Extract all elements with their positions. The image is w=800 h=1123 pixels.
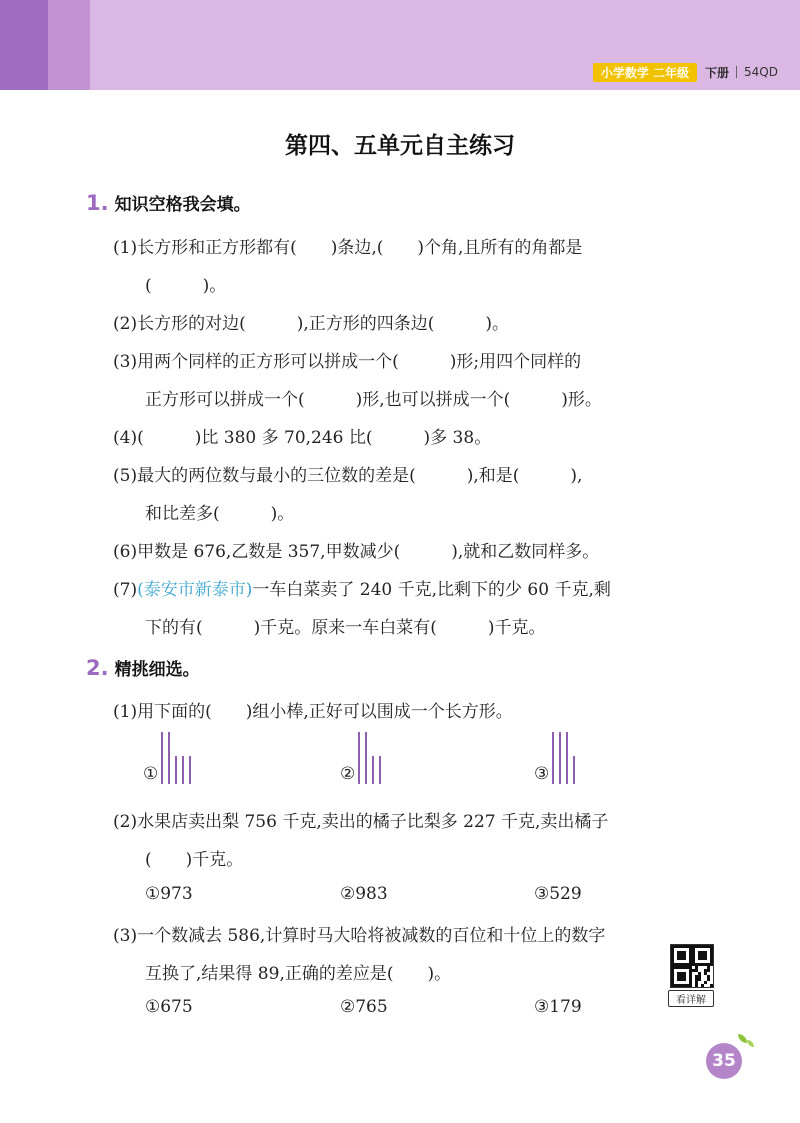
header-stripe-light	[48, 0, 90, 90]
q2-2-line2: ( )千克。	[145, 850, 244, 870]
page-number: 35	[706, 1043, 742, 1079]
rod-1-5	[189, 756, 191, 784]
q1-1-line1: (1)长方形和正方形都有( )条边,( )个角,且所有的角都是	[113, 238, 583, 258]
qr-finder	[671, 966, 692, 987]
q1-7-prefix: (7)	[113, 580, 138, 600]
page-header	[0, 0, 800, 90]
q2-3-option-2: ②765	[340, 997, 388, 1017]
leaf-icon	[738, 1034, 747, 1043]
rod-group-2-label: ②	[340, 764, 356, 784]
q2-2-option-3: ③529	[534, 884, 582, 904]
q2-3-line2: 互换了,结果得 89,正确的差应是( )。	[145, 964, 452, 984]
q1-7-line1	[113, 575, 611, 600]
page-title: 第四、五单元自主练习	[285, 133, 515, 159]
qr-cell	[701, 984, 704, 987]
qr-finder	[671, 945, 692, 966]
rod-3-4	[573, 756, 575, 784]
q1-2: (2)长方形的对边( ),正方形的四条边( )。	[113, 314, 510, 334]
rod-group-3-label: ③	[534, 764, 550, 784]
qr-cell	[704, 981, 707, 984]
q1-1-line2: ( )。	[145, 276, 227, 296]
q1-6: (6)甲数是 676,乙数是 357,甲数减少( ),就和乙数同样多。	[113, 542, 600, 562]
q1-7-location: (泰安市新泰市)	[137, 580, 253, 600]
rod-3-3	[566, 732, 568, 784]
qr-code-icon[interactable]	[670, 944, 714, 988]
header-stripe-dark	[0, 0, 48, 90]
q2-3-option-3: ③179	[534, 997, 582, 1017]
qr-cell	[707, 969, 710, 972]
section-2-title: 精挑细选。	[114, 660, 200, 680]
q1-5-line2: 和比差多( )。	[145, 504, 295, 524]
q1-4: (4)( )比 380 多 70,246 比( )多 38。	[113, 428, 492, 448]
rod-3-2	[559, 732, 561, 784]
q1-3-line2: 正方形可以拼成一个( )形,也可以拼成一个( )形。	[145, 390, 602, 410]
qr-cell	[710, 984, 713, 987]
q1-7-line2: 下的有( )千克。原来一车白菜有( )千克。	[145, 618, 546, 638]
q2-1: (1)用下面的( )组小棒,正好可以围成一个长方形。	[113, 702, 513, 722]
rod-group-1	[143, 732, 196, 784]
qr-cell	[707, 978, 710, 981]
rod-2-2	[365, 732, 367, 784]
q1-3-line1: (3)用两个同样的正方形可以拼成一个( )形;用四个同样的	[113, 352, 582, 372]
section-2-number: 2.	[86, 656, 109, 680]
q2-3-option-1: ①675	[145, 997, 193, 1017]
qr-detail-label[interactable]: 看详解	[668, 990, 714, 1007]
brand-label: 54QD	[744, 65, 778, 79]
rod-1-1	[161, 732, 163, 784]
rod-group-1-label: ①	[143, 764, 159, 784]
rod-2-4	[379, 756, 381, 784]
header-divider	[736, 66, 737, 78]
volume-label: 下册	[705, 65, 730, 80]
q2-2-line1: (2)水果店卖出梨 756 千克,卖出的橘子比梨多 227 千克,卖出橘子	[113, 812, 609, 832]
rod-group-3	[534, 732, 580, 784]
section-1-number: 1.	[86, 191, 109, 215]
subject-badge: 小学数学 二年级	[593, 63, 697, 82]
rod-3-1	[552, 732, 554, 784]
qr-finder	[692, 945, 713, 966]
rod-group-2	[340, 732, 386, 784]
section-1-title: 知识空格我会填。	[114, 195, 251, 215]
qr-cell	[695, 984, 698, 987]
section-1-heading	[86, 190, 251, 215]
rod-1-2	[168, 732, 170, 784]
q2-2-option-1: ①973	[145, 884, 193, 904]
q2-2-option-2: ②983	[340, 884, 388, 904]
q2-3-line1: (3)一个数减去 586,计算时马大哈将被减数的百位和十位上的数字	[113, 926, 606, 946]
rod-2-3	[372, 756, 374, 784]
rod-1-4	[182, 756, 184, 784]
rod-2-1	[358, 732, 360, 784]
leaf-small-icon	[747, 1040, 754, 1047]
header-tag	[593, 63, 778, 81]
qr-cell	[698, 978, 701, 981]
rod-1-3	[175, 756, 177, 784]
q1-5-line1: (5)最大的两位数与最小的三位数的差是( ),和是( ),	[113, 466, 583, 486]
section-2-heading	[86, 655, 200, 680]
q1-7-rest: 一车白菜卖了 240 千克,比剩下的少 60 千克,剩	[252, 580, 611, 600]
